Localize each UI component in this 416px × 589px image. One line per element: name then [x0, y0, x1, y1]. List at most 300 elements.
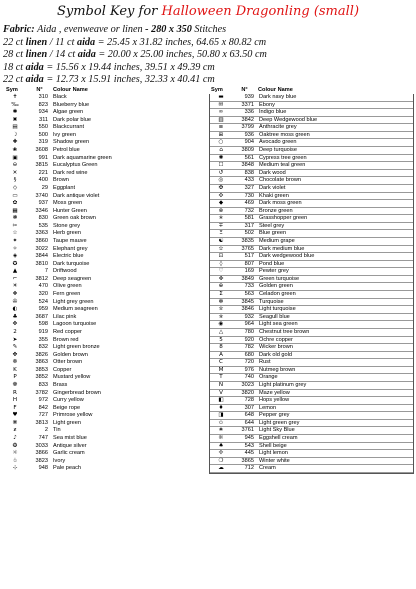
table-row: [4, 427, 209, 435]
colour-name-cell: Deep Wedgewood blue: [259, 116, 318, 123]
table-row: [4, 443, 209, 451]
table-row: [210, 344, 413, 352]
colour-name-cell: Sea mist blue: [53, 435, 87, 442]
symbol-cell: ❉: [12, 359, 18, 366]
table-row: [4, 117, 209, 125]
colour-name-cell: Hunter Green: [53, 207, 87, 214]
symbol-cell: △: [218, 328, 224, 335]
table-row: [210, 102, 413, 110]
table-row: [210, 261, 413, 269]
dmc-number-cell: 644: [244, 419, 254, 426]
symbol-cell: T: [219, 374, 223, 381]
colour-name-cell: Electric blue: [53, 253, 84, 260]
symbol-cell: ✣: [218, 192, 224, 199]
colour-name-cell: Otter brown: [53, 359, 83, 366]
fabric-material: aida: [25, 74, 44, 86]
table-row: [4, 435, 209, 443]
colour-name-cell: Black: [53, 94, 67, 100]
dmc-number-cell: 740: [244, 374, 254, 381]
colour-name-cell: Seagull blue: [259, 313, 290, 320]
header-sym: Sym: [211, 87, 223, 93]
symbol-cell: ✩: [218, 419, 224, 426]
colour-name-cell: Ochre copper: [259, 336, 293, 343]
table-row: [4, 344, 209, 352]
dmc-number-cell: 920: [244, 336, 254, 343]
title-prefix: Symbol Key for: [56, 4, 158, 19]
dmc-number-cell: 307: [244, 404, 254, 411]
colour-name-cell: Anthracite grey: [259, 124, 297, 131]
colour-name-cell: Dark old gold: [259, 351, 292, 358]
dmc-number-cell: 728: [244, 397, 254, 404]
table-row: [210, 268, 413, 276]
colour-name-cell: Lemon: [259, 404, 277, 411]
dmc-number-cell: 937: [38, 200, 48, 207]
symbol-cell: ƶ: [13, 427, 17, 434]
dmc-number-cell: 169: [244, 268, 254, 275]
dmc-number-cell: 945: [244, 435, 254, 442]
colour-name-cell: Rust: [259, 359, 271, 366]
table-row: [4, 299, 209, 307]
table-row: [210, 147, 413, 155]
colour-name-cell: Green turquoise: [259, 275, 300, 282]
colour-name-cell: Light green grey: [259, 419, 300, 426]
fabric-types: Aida , evenweave or linen: [37, 24, 143, 35]
dmc-number-cell: 3852: [35, 374, 48, 381]
symbol-cell: ⊖: [12, 162, 18, 169]
dmc-number-cell: 310: [38, 94, 48, 100]
symbol-cell: ⊹: [12, 465, 18, 472]
symbol-cell: ▣: [12, 154, 18, 161]
colour-name-cell: Petrol blue: [53, 147, 80, 154]
colour-name-cell: Deep turquoise: [259, 147, 297, 154]
table-row: [4, 223, 209, 231]
symbol-cell: ▬: [218, 94, 224, 100]
colour-name-cell: Light lemon: [259, 450, 288, 457]
symbol-cell: ∓: [218, 222, 224, 229]
fabric-material: linen: [25, 49, 48, 61]
symbol-cell: ✭: [218, 215, 224, 222]
fabric-size-line: [3, 62, 415, 75]
table-row: [210, 405, 413, 413]
symbol-cell: ♡: [218, 268, 224, 275]
colour-name-cell: Ebony: [259, 101, 275, 108]
table-row: [210, 109, 413, 117]
dmc-number-cell: 561: [244, 154, 254, 161]
colour-name-cell: Red copper: [53, 328, 82, 335]
dmc-number-cell: 3346: [35, 207, 48, 214]
header-sym: Sym: [6, 87, 18, 93]
page-title: [0, 4, 416, 19]
dmc-number-cell: 712: [244, 465, 254, 472]
dmc-number-cell: 3866: [35, 450, 48, 457]
colour-name-cell: Indigo blue: [259, 109, 287, 116]
symbol-cell: ○: [218, 139, 224, 146]
dmc-number-cell: 782: [244, 344, 254, 351]
dmc-number-cell: 3782: [35, 389, 48, 396]
table-row: [210, 420, 413, 428]
table-row: [210, 450, 413, 458]
colour-name-cell: Shell beige: [259, 442, 287, 449]
symbol-cell: ☼: [12, 450, 18, 457]
colour-name-cell: Beige rope: [53, 404, 81, 411]
symbol-cell: ♧: [12, 457, 18, 464]
dmc-number-cell: 2: [44, 427, 48, 434]
table-row: [4, 412, 209, 420]
symbol-cell: Σ: [219, 291, 223, 298]
colour-name-cell: Dark red wine: [53, 169, 88, 176]
colour-name-cell: Dark medium blue: [259, 245, 305, 252]
dmc-number-cell: 991: [38, 154, 48, 161]
table-row: [4, 132, 209, 140]
symbol-cell: M: [218, 366, 224, 373]
symbol-cell: N: [218, 381, 224, 388]
fabric-dims: = 15.56 x 19.44 inches, 39.51 x 49.39 cm: [46, 61, 215, 73]
colour-name-cell: Celadon green: [259, 291, 296, 298]
table-row: [4, 253, 209, 261]
dmc-number-cell: 936: [244, 131, 254, 138]
dmc-number-cell: 823: [38, 101, 48, 108]
dmc-number-cell: 727: [38, 412, 48, 419]
dmc-number-cell: 959: [38, 306, 48, 313]
dmc-number-cell: 3687: [35, 313, 48, 320]
table-row: [210, 193, 413, 201]
symbol-cell: ❁: [12, 381, 18, 388]
colour-name-cell: Lilac pink: [53, 313, 77, 320]
symbol-cell: ✖: [12, 116, 18, 123]
table-row: [210, 177, 413, 185]
dmc-number-cell: 3865: [241, 457, 254, 464]
dmc-number-cell: 3835: [241, 237, 254, 244]
table-row: [4, 246, 209, 254]
symbol-cell: §: [13, 177, 17, 184]
table-row: [210, 162, 413, 170]
table-row: [210, 208, 413, 216]
dmc-number-cell: 3860: [35, 237, 48, 244]
table-row: [4, 139, 209, 147]
dmc-number-cell: 3853: [35, 366, 48, 373]
table-row: [210, 458, 413, 466]
table-row: [210, 465, 413, 473]
table-row: [4, 359, 209, 367]
colour-name-cell: Dark wedgewood blue: [259, 253, 315, 260]
symbol-cell: ▲: [12, 268, 18, 275]
fabric-material2: aida: [77, 49, 96, 61]
dmc-number-cell: 972: [38, 397, 48, 404]
table-row: [210, 397, 413, 405]
symbol-cell: ❂: [12, 442, 18, 449]
symbol-cell: ✚: [12, 139, 18, 146]
table-row: [4, 374, 209, 382]
fabric-count: 22 ct: [3, 36, 26, 48]
dmc-number-cell: 221: [38, 169, 48, 176]
symbol-cell: ◧: [218, 397, 224, 404]
dmc-number-cell: 3812: [35, 275, 48, 282]
colour-name-cell: Pale peach: [53, 465, 81, 472]
table-row: [210, 230, 413, 238]
table-row: [210, 374, 413, 382]
dmc-number-cell: 976: [244, 366, 254, 373]
symbol-cell: ✥: [12, 321, 18, 328]
dmc-number-cell: 830: [38, 215, 48, 222]
table-row: [4, 208, 209, 216]
symbol-cell: V: [219, 389, 223, 396]
fabric-dims: = 20.00 x 25.00 inches, 50.80 x 63.50 cm: [95, 49, 267, 61]
symbol-cell: ♦: [218, 404, 224, 411]
colour-name-cell: Algae green: [53, 109, 84, 116]
colour-name-cell: Medium grape: [259, 237, 295, 244]
dmc-number-cell: 469: [244, 200, 254, 207]
colour-name-cell: Gingerbread brown: [53, 389, 101, 396]
table-row: [4, 382, 209, 390]
dmc-number-cell: 535: [38, 222, 48, 229]
dmc-number-cell: 832: [38, 344, 48, 351]
symbol-cell: ✫: [218, 245, 224, 252]
dmc-number-cell: 3863: [35, 359, 48, 366]
colour-name-cell: Elephant grey: [53, 245, 88, 252]
table-row: [210, 390, 413, 398]
colour-name-cell: Brown red: [53, 336, 79, 343]
table-row: [4, 420, 209, 428]
symbol-cell: ◨: [218, 412, 224, 419]
dmc-number-cell: 327: [244, 184, 254, 191]
table-row: [210, 352, 413, 360]
colour-name-cell: Tin: [53, 427, 61, 434]
fabric-size: - 280 x 350: [145, 24, 192, 35]
dmc-number-cell: 3740: [35, 192, 48, 199]
fabric-info: [3, 24, 415, 87]
dmc-number-cell: 939: [244, 94, 254, 100]
colour-name-cell: Green oak brown: [53, 215, 96, 222]
dmc-number-cell: 3023: [241, 381, 254, 388]
colour-name-cell: Blue green: [259, 230, 287, 237]
table-row: [210, 306, 413, 314]
colour-name-cell: Grasshopper green: [259, 215, 308, 222]
symbol-cell: ☽: [12, 131, 18, 138]
dmc-number-cell: 581: [244, 215, 254, 222]
fabric-mid: / 11 ct: [47, 36, 77, 48]
fabric-material2: aida: [76, 36, 96, 48]
dmc-number-cell: 319: [38, 139, 48, 146]
symbol-cell: ⊕: [218, 283, 224, 290]
dmc-number-cell: 3848: [241, 162, 254, 169]
fabric-size-line: [3, 37, 415, 50]
table-row: [210, 94, 413, 102]
dmc-number-cell: 833: [38, 381, 48, 388]
left-header: [4, 87, 209, 94]
dmc-number-cell: 524: [38, 298, 48, 305]
symbol-cell: ◈: [12, 253, 18, 260]
table-row: [210, 155, 413, 163]
table-row: [210, 223, 413, 231]
dmc-number-cell: 3815: [35, 162, 48, 169]
colour-name-cell: Cream: [259, 465, 276, 472]
table-row: [4, 124, 209, 132]
colour-name-cell: Light turquoise: [259, 306, 296, 313]
symbol-cell: ◆: [218, 200, 224, 207]
symbol-cell: ▤: [12, 124, 18, 131]
symbol-cell: H: [12, 397, 18, 404]
dmc-number-cell: 543: [244, 442, 254, 449]
table-row: [210, 337, 413, 345]
header-name: Colour Name: [53, 87, 88, 93]
colour-name-cell: Bronze green: [259, 207, 293, 214]
dmc-number-cell: 3022: [35, 245, 48, 252]
dmc-number-cell: 563: [244, 291, 254, 298]
colour-name-cell: Brown: [53, 177, 69, 184]
colour-name-cell: Pewter grey: [259, 268, 289, 275]
colour-name-cell: Eggplant: [53, 184, 76, 191]
table-row: [210, 435, 413, 443]
colour-name-cell: Deep seagreen: [53, 275, 92, 282]
dmc-number-cell: 780: [244, 328, 254, 335]
colour-name-cell: Pond blue: [259, 260, 285, 267]
table-row: [4, 306, 209, 314]
dmc-number-cell: 3809: [241, 147, 254, 154]
fabric-size-suffix: Stitches: [194, 24, 227, 35]
left-column: [4, 94, 209, 474]
colour-name-cell: Cypress tree green: [259, 154, 307, 161]
table-row: [4, 200, 209, 208]
color-key-table: [4, 87, 414, 474]
symbol-cell: F: [13, 404, 17, 411]
table-row: [4, 465, 209, 473]
colour-name-cell: Mustard yellow: [53, 374, 91, 381]
dmc-number-cell: 648: [244, 412, 254, 419]
colour-name-cell: Fern green: [53, 291, 81, 298]
table-row: [4, 215, 209, 223]
dmc-number-cell: 500: [38, 131, 48, 138]
table-row: [210, 132, 413, 140]
dmc-number-cell: 3761: [241, 427, 254, 434]
fabric-label: Fabric:: [3, 24, 35, 35]
dmc-number-cell: 747: [38, 435, 48, 442]
colour-name-cell: Dark polar blue: [53, 116, 91, 123]
dmc-number-cell: 3799: [241, 124, 254, 131]
dmc-number-cell: 838: [244, 169, 254, 176]
dmc-number-cell: 355: [38, 336, 48, 343]
dmc-number-cell: 598: [38, 321, 48, 328]
colour-name-cell: Eucalyptus Green: [53, 162, 98, 169]
symbol-cell: ✮: [218, 306, 224, 313]
colour-name-cell: Antique silver: [53, 442, 87, 449]
dmc-number-cell: 3845: [241, 298, 254, 305]
table-row: [4, 291, 209, 299]
table-row: [4, 230, 209, 238]
dmc-number-cell: 3608: [35, 147, 48, 154]
dmc-number-cell: 317: [244, 222, 254, 229]
table-row: [4, 390, 209, 398]
table-row: [4, 450, 209, 458]
symbol-cell: ∞: [218, 109, 224, 116]
dmc-number-cell: 3820: [241, 389, 254, 396]
symbol-cell: ✪: [12, 260, 18, 267]
colour-name-cell: Golden green: [259, 283, 293, 290]
fabric-size-line: [3, 49, 415, 62]
dmc-number-cell: 934: [38, 109, 48, 116]
symbol-cell: C: [219, 359, 223, 366]
dmc-number-cell: 732: [244, 207, 254, 214]
colour-name-cell: Moss green: [53, 200, 83, 207]
header-num: N°: [241, 87, 248, 93]
symbol-cell: ☐: [218, 162, 224, 169]
dmc-number-cell: 3846: [241, 306, 254, 313]
table-row: [4, 314, 209, 322]
symbol-cell: ✱: [12, 109, 18, 116]
colour-name-cell: Dark wood: [259, 169, 286, 176]
table-row: [210, 314, 413, 322]
symbol-cell: ‰: [11, 101, 19, 108]
symbol-cell: ✢: [218, 450, 224, 457]
colour-name-cell: Turquoise: [259, 298, 284, 305]
symbol-cell: ☀: [12, 283, 18, 290]
table-row: [4, 397, 209, 405]
dmc-number-cell: 3813: [35, 419, 48, 426]
dmc-number-cell: 730: [244, 192, 254, 199]
symbol-cell: 5: [219, 336, 223, 343]
table-row: [4, 147, 209, 155]
dmc-number-cell: 3371: [241, 101, 254, 108]
table-row: [4, 94, 209, 102]
symbol-cell: ⊗: [218, 207, 224, 214]
fabric-count: 18 ct: [3, 61, 26, 73]
symbol-cell: ▭: [12, 192, 18, 199]
symbol-cell: ✕: [12, 169, 18, 176]
symbol-cell: ▦: [12, 207, 18, 214]
table-row: [210, 427, 413, 435]
dmc-number-cell: 3849: [241, 275, 254, 282]
fabric-size-line: [3, 74, 415, 87]
colour-name-cell: Dark moss green: [259, 200, 302, 207]
colour-name-cell: Avocado green: [259, 139, 297, 146]
dmc-number-cell: 3826: [35, 351, 48, 358]
table-row: [210, 382, 413, 390]
dmc-number-cell: 3844: [35, 253, 48, 260]
symbol-cell: R: [13, 389, 17, 396]
colour-name-cell: Maze yellow: [259, 389, 290, 396]
dmc-number-cell: 433: [244, 177, 254, 184]
header-name: Colour Name: [258, 87, 293, 93]
dmc-number-cell: 7: [44, 268, 48, 275]
table-row: [4, 238, 209, 246]
dmc-number-cell: 733: [244, 283, 254, 290]
fabric-mid: / 14 ct: [47, 49, 78, 61]
colour-name-cell: Ivory: [53, 457, 66, 464]
table-row: [4, 321, 209, 329]
dmc-number-cell: 904: [244, 139, 254, 146]
colour-name-cell: Pepper grey: [259, 412, 290, 419]
table-row: [210, 117, 413, 125]
colour-name-cell: Eggshell cream: [259, 435, 298, 442]
colour-name-cell: Blackcurrant: [53, 124, 85, 131]
colour-name-cell: Nutmeg brown: [259, 366, 296, 373]
colour-name-cell: Copper: [53, 366, 72, 373]
symbol-cell: ➤: [12, 336, 18, 343]
table-row: [4, 329, 209, 337]
symbol-cell: ◐: [12, 306, 18, 313]
symbol-cell: ✿: [12, 200, 18, 207]
colour-name-cell: Shadow green: [53, 139, 90, 146]
table-row: [4, 261, 209, 269]
fabric-dims: = 12.73 x 15.91 inches, 32.33 x 40.41 cm: [46, 74, 215, 86]
fabric-material: aida: [25, 61, 44, 73]
table-row: [210, 124, 413, 132]
table-row: [4, 185, 209, 193]
colour-name-cell: Light Sky Blue: [259, 427, 295, 434]
dmc-number-cell: 919: [38, 328, 48, 335]
table-row: [4, 109, 209, 117]
table-row: [210, 185, 413, 193]
symbol-cell: ☯: [218, 237, 224, 244]
